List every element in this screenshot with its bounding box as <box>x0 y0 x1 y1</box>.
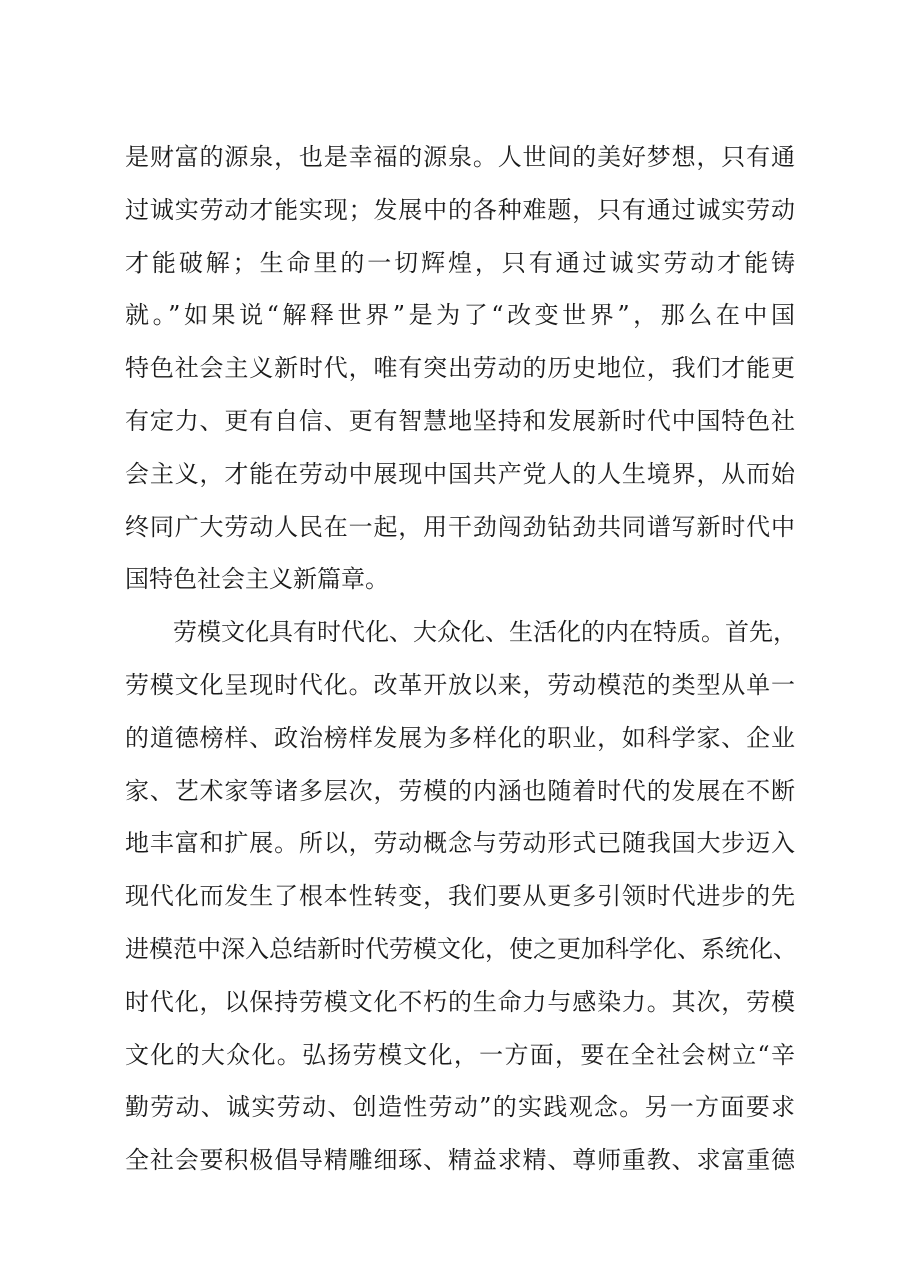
text-line: 终同广大劳动人民在一起，用干劲闯劲钻劲共同谱写新时代中 <box>125 512 795 541</box>
text-line: 劳模文化呈现时代化。改革开放以来，劳动模范的类型从单一 <box>125 670 795 699</box>
paragraph-first-line: 劳模文化具有时代化、大众化、生活化的内在特质。首先， <box>173 618 797 647</box>
text-line: 勤劳动、诚实劳动、创造性劳动”的实践观念。另一方面要求 <box>125 1093 795 1122</box>
text-line: 地丰富和扩展。所以，劳动概念与劳动形式已随我国大步迈入 <box>125 829 795 858</box>
text-line: 就。”如果说“解释世界”是为了“改变世界”，那么在中国 <box>125 301 795 330</box>
text-line: 特色社会主义新时代，唯有突出劳动的历史地位，我们才能更 <box>125 354 795 383</box>
text-line: 是财富的源泉，也是幸福的源泉。人世间的美好梦想，只有通 <box>125 143 795 171</box>
text-line: 有定力、更有自信、更有智慧地坚持和发展新时代中国特色社 <box>125 406 795 435</box>
text-line: 家、艺术家等诸多层次，劳模的内涵也随着时代的发展在不断 <box>125 776 795 805</box>
body-text <box>125 131 795 1187</box>
text-line: 现代化而发生了根本性转变，我们要从更多引领时代进步的先 <box>125 882 795 911</box>
text-line: 会主义，才能在劳动中展现中国共产党人的人生境界，从而始 <box>125 459 795 488</box>
text-line: 才能破解；生命里的一切辉煌，只有通过诚实劳动才能铸 <box>125 248 795 277</box>
text-line: 进模范中深入总结新时代劳模文化，使之更加科学化、系统化、 <box>125 934 797 963</box>
text-line: 全社会要积极倡导精雕细琢、精益求精、尊师重教、求富重德 <box>125 1146 795 1175</box>
text-line: 文化的大众化。弘扬劳模文化，一方面，要在全社会树立“辛 <box>125 1040 795 1069</box>
paragraph-end-line: 国特色社会主义新篇章。 <box>125 565 389 594</box>
text-line: 过诚实劳动才能实现；发展中的各种难题，只有通过诚实劳动 <box>125 195 795 224</box>
text-line: 的道德榜样、政治榜样发展为多样化的职业，如科学家、企业 <box>125 723 795 752</box>
text-line: 时代化，以保持劳模文化不朽的生命力与感染力。其次，劳模 <box>125 987 795 1016</box>
